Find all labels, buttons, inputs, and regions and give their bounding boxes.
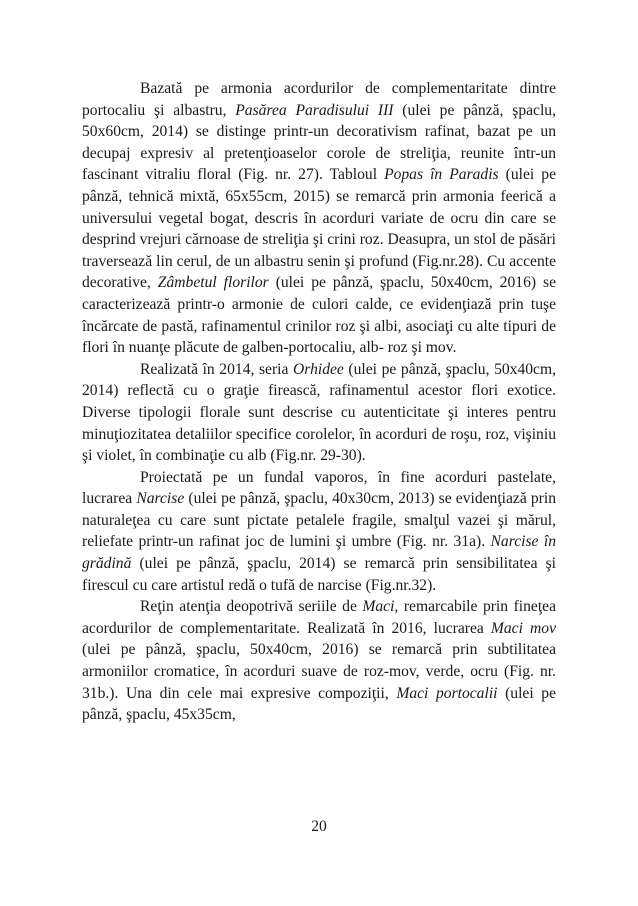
artwork-title: Popas în Paradis: [384, 166, 499, 184]
text-run: (ulei pe pânză, şpaclu, 45x35cm,: [82, 684, 556, 724]
text-run: (ulei pe pânză, şpaclu, 50x60cm, 2014) se distinge printr-un decorativism rafinat, bazat pe un decupaj expresiv al pretenţioaselor corole de streliţia, reunite într-un fascinant vitraliu floral (Fig. nr. 27). Tabloul: [82, 101, 556, 184]
paragraph-1: [82, 78, 556, 359]
text-run: (ulei pe pânză, şpaclu, 2014) se remarcă prin sensibilitatea şi firescul cu care artistul redă o tufă de narcise (Fig.nr.32).: [82, 555, 556, 594]
text-run: remarcabile prin fineţea acordurilor de complementaritate. Realizată în 2016, lucrarea: [82, 598, 556, 637]
text-run: Reţin atenţia deopotrivă seriile de: [140, 598, 363, 616]
text-run: Realizată în 2014, seria: [140, 360, 294, 378]
page-number: 20: [311, 818, 327, 835]
text-run: (ulei pe pânză, tehnică mixtă, 65x55cm, 2015) se remarcă prin armonia feerică a universului vegetal bogat, descris în acorduri variate de ocru din care se desprind vrejuri cărnoase de streliţia şi crini roz. Deasupra, un stol de păsări traversează lin cerul, de un albastru senin şi profund (Fig.nr.28). Cu accente decorative,: [82, 166, 557, 292]
text-run: (ulei pe pânză, şpaclu, 50x40cm, 2016) se remarcă prin subtilitatea armoniilor cromatice, în acorduri suave de roz-mov, verde, ocru (Fig. nr. 31b.). Una din cele mai expresive compoziţii,: [82, 641, 556, 702]
text-run: (ulei pe pânză, şpaclu, 40x30cm, 2013) se evidenţiază prin naturaleţea cu care sunt pictate petalele fragile, smalţul vazei şi mărul, reliefate printr-un rafinat joc de lumini şi umbre (Fig. nr. 31a).: [82, 490, 556, 551]
artwork-title: Zâmbetul florilor: [157, 274, 269, 292]
artwork-title: Orhidee: [293, 360, 344, 378]
text-run: Proiectată pe un fundal vaporos, în fine acorduri pastelate, lucrarea: [82, 468, 556, 508]
text-run: Bazată pe armonia acordurilor de complementaritate dintre portocaliu şi albastru,: [82, 80, 556, 119]
artwork-title: Pasărea Paradisului III: [235, 101, 394, 119]
paragraph-2: [82, 359, 556, 467]
artwork-title: Narcise: [136, 490, 185, 508]
paragraph-3: [82, 467, 556, 597]
paragraph-4: [82, 596, 556, 726]
artwork-title: Narcise în grădină: [82, 533, 556, 573]
text-run: (ulei pe pânză, şpaclu, 50x40cm, 2014) reflectă cu o graţie firească, rafinamentul acestor flori exotice. Diverse tipologii florale sunt descrise cu autenticitate şi interes pentru minuţiozitatea detaliilor specifice corolelor, în acorduri de roşu, roz, vişiniu şi violet, în combinaţie cu alb (Fig.nr. 29-30).: [82, 360, 557, 465]
body-text: [82, 78, 556, 726]
text-run: (ulei pe pânză, şpaclu, 50x40cm, 2016) se caracterizează printr-o armonie de culori calde, ce evidenţiază prin tuşe încărcate de pastă, rafinamentul crinilor roz şi albi, asociaţi cu alte tipuri de flori în nuanţe plăcute de galben-portocaliu, alb- roz şi mov.: [82, 274, 557, 357]
artwork-title: Maci,: [362, 598, 399, 616]
artwork-title: Maci portocalii: [396, 684, 498, 702]
artwork-title: Maci mov: [490, 619, 556, 637]
